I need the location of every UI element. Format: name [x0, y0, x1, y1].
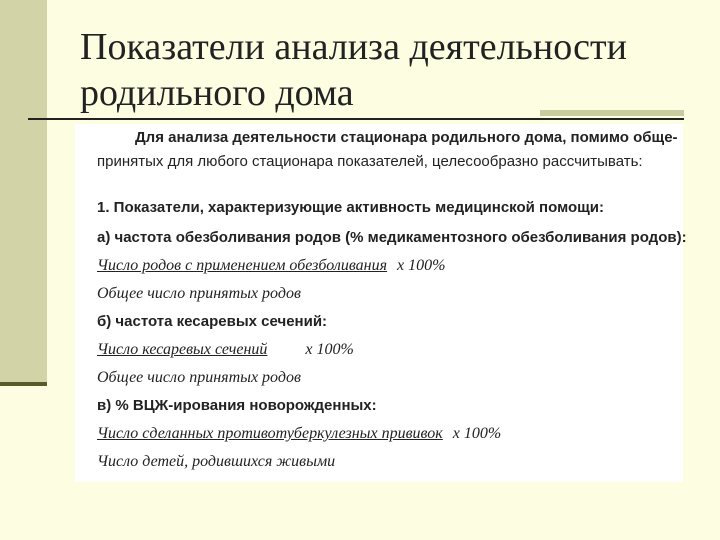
slide-title-line-2: родильного дома	[80, 72, 354, 114]
formula-b-multiplier: х 100%	[305, 341, 354, 358]
formula-b-numerator: Число кесаревых сечений	[97, 341, 268, 358]
formula-a-multiplier: х 100%	[397, 257, 446, 274]
section-1-heading: 1. Показатели, характеризующие активность медицинской помощи:	[97, 199, 605, 216]
heading-a: а) частота обезболивания родов (% медикаментозного обезболивания родов):	[97, 229, 687, 246]
formula-c-numerator-row	[97, 424, 501, 444]
heading-c: в) % ВЦЖ-ирования новорожденных:	[97, 397, 377, 414]
formula-b-denominator: Общее число принятых родов	[97, 369, 301, 386]
formula-c-multiplier: х 100%	[452, 425, 502, 442]
formula-c-numerator: Число сделанных противотуберкулезных прививок	[97, 425, 443, 442]
heading-b: б) частота кесаревых сечений:	[97, 313, 328, 330]
formula-b-numerator-row	[97, 340, 354, 360]
left-accent-bar	[0, 0, 47, 386]
intro-line-2: принятых для любого стационара показателей, целесообразно рассчитывать:	[97, 153, 643, 170]
formula-c-denominator: Число детей, родившихся живыми	[97, 453, 336, 470]
formula-a-numerator: Число родов с применением обезболивания	[97, 257, 388, 274]
slide-title-line-1: Показатели анализа деятельности	[80, 26, 627, 68]
formula-a-numerator-row	[97, 256, 445, 276]
formula-a-denominator: Общее число принятых родов	[97, 285, 301, 302]
left-accent-line	[0, 382, 47, 386]
scanned-text-panel	[75, 124, 687, 482]
slide-title	[80, 24, 700, 116]
title-accent-rule	[540, 110, 684, 116]
intro-line-1: Для анализа деятельности стационара родильного дома, помимо обще-	[135, 129, 678, 146]
title-divider	[28, 118, 684, 120]
